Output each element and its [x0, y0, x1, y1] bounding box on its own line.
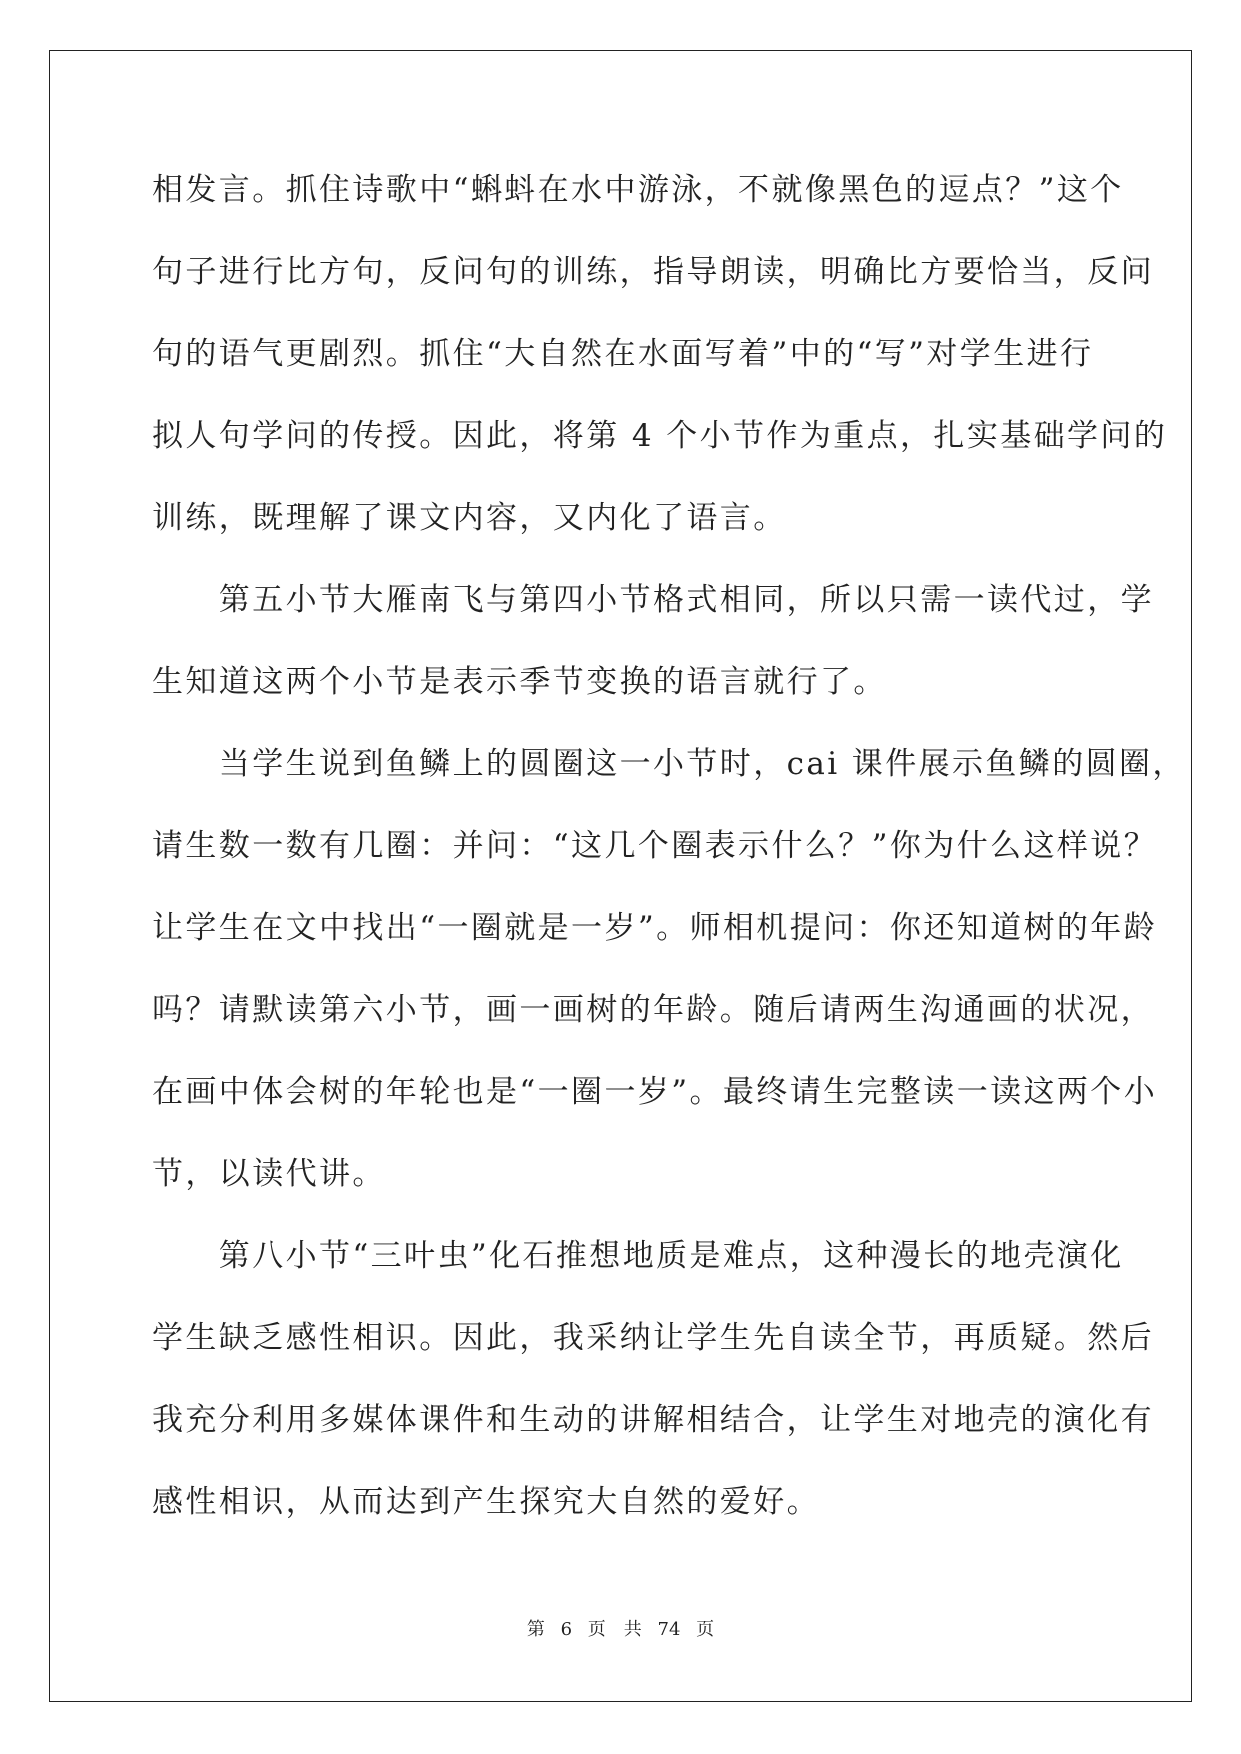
- text-line-1: 相发言。抓住诗歌中“蝌蚪在水中游泳，不就像黑色的逗点？”这个: [152, 172, 1124, 208]
- document-body: [152, 160, 1186, 1554]
- text-line-12: 在画中体会树的年轮也是“一圈一岁”。最终请生完整读一读这两个小: [152, 1074, 1158, 1110]
- text-line-17: 感性相识，从而达到产生探究大自然的爱好。: [152, 1484, 820, 1520]
- text-line-13: 节，以读代讲。: [152, 1156, 386, 1192]
- text-line-14: 第八小节“三叶虫”化石推想地质是难点，这种漫长的地壳演化: [152, 1238, 1124, 1274]
- text-line-11: 吗？请默读第六小节，画一画树的年龄。随后请两生沟通画的状况，: [152, 992, 1154, 1028]
- text-line-7: 生知道这两个小节是表示季节变换的语言就行了。: [152, 664, 887, 700]
- page-number-footer: 第 6 页 共 74 页: [526, 1619, 715, 1640]
- text-line-3: 句的语气更剧烈。抓住“大自然在水面写着”中的“写”对学生进行: [152, 336, 1094, 372]
- text-line-8: 当学生说到鱼鳞上的圆圈这一小节时，cai 课件展示鱼鳞的圆圈，: [152, 746, 1186, 782]
- text-line-15: 学生缺乏感性相识。因此，我采纳让学生先自读全节，再质疑。然后: [152, 1320, 1154, 1356]
- text-line-2: 句子进行比方句，反问句的训练，指导朗读，明确比方要恰当，反问: [152, 254, 1154, 290]
- text-line-5: 训练，既理解了课文内容，又内化了语言。: [152, 500, 787, 536]
- text-line-9: 请生数一数有几圈：并问：“这几个圈表示什么？”你为什么这样说？: [152, 828, 1158, 864]
- text-line-10: 让学生在文中找出“一圈就是一岁”。师相机提问：你还知道树的年龄: [152, 910, 1158, 946]
- text-line-4: 拟人句学问的传授。因此，将第 4 个小节作为重点，扎实基础学问的: [152, 418, 1168, 454]
- text-line-16: 我充分利用多媒体课件和生动的讲解相结合，让学生对地壳的演化有: [152, 1402, 1154, 1438]
- text-line-6: 第五小节大雁南飞与第四小节格式相同，所以只需一读代过，学: [152, 582, 1154, 618]
